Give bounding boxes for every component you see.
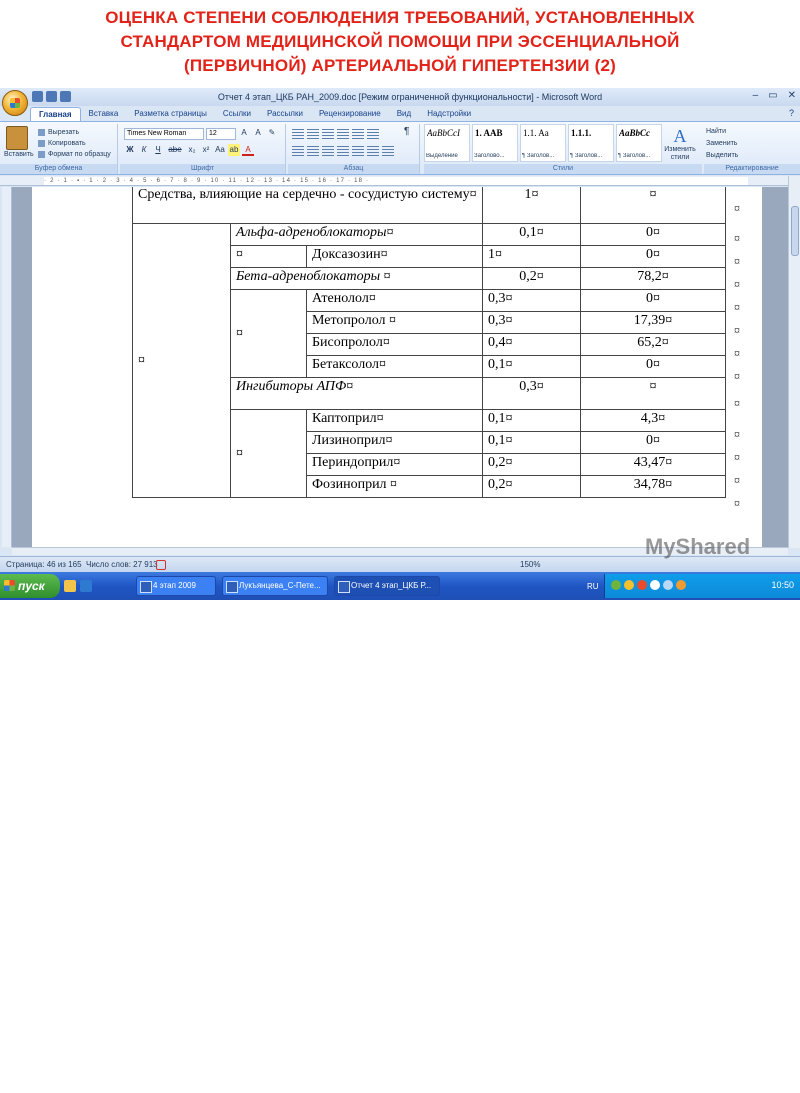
table-cell[interactable]: 0,3¤	[483, 378, 581, 410]
table-cell[interactable]: Альфа-адреноблокаторы¤	[231, 224, 483, 246]
font-name-select[interactable]: Times New Roman	[124, 128, 204, 140]
tab-view[interactable]: Вид	[396, 109, 412, 118]
table-cell[interactable]: ¤	[231, 290, 307, 378]
table-cell[interactable]: 4,3¤	[581, 410, 726, 432]
row-end-mark: ¤	[734, 450, 740, 464]
undo-icon[interactable]	[46, 91, 57, 102]
paste-icon[interactable]	[6, 126, 28, 150]
task-button-active[interactable]: Отчет 4 этап_ЦКБ Р...	[334, 576, 440, 596]
row-end-mark: ¤	[734, 396, 740, 410]
printer-icon[interactable]	[663, 580, 673, 590]
align-left-icon[interactable]	[292, 146, 304, 156]
table-cell[interactable]: 0,4¤	[483, 334, 581, 356]
table-cell[interactable]: 0,1¤	[483, 224, 581, 246]
vertical-scrollbar[interactable]	[788, 176, 800, 548]
table-cell[interactable]: Каптоприл¤	[307, 410, 483, 432]
task-button[interactable]: 4 этап 2009	[136, 576, 216, 596]
tab-references[interactable]: Ссылки	[222, 109, 252, 118]
row-end-mark: ¤	[734, 496, 740, 510]
line-spacing-icon[interactable]	[352, 146, 364, 156]
table-cell[interactable]: Лизиноприл¤	[307, 432, 483, 454]
align-right-icon[interactable]	[322, 146, 334, 156]
language-indicator[interactable]: RU	[587, 582, 599, 591]
numbering-icon[interactable]	[307, 129, 319, 139]
bold-button[interactable]: Ж	[126, 145, 134, 154]
select-button[interactable]: Выделить	[706, 152, 739, 159]
row-end-mark: ¤	[734, 323, 740, 337]
cut-button[interactable]: Вырезать	[38, 127, 111, 138]
style-sample: AaBbCcI	[427, 128, 460, 138]
table-cell[interactable]: Бисопролол¤	[307, 334, 483, 356]
word-window	[0, 88, 800, 600]
table-cell[interactable]: 34,78¤	[581, 476, 726, 498]
office-button[interactable]	[2, 90, 28, 116]
style-sample: 1.1.1.	[571, 128, 592, 138]
table-cell[interactable]: 0,2¤	[483, 454, 581, 476]
multilevel-list-icon[interactable]	[322, 129, 334, 139]
highlight-button[interactable]: ab	[229, 145, 239, 154]
table-cell[interactable]: 43,47¤	[581, 454, 726, 476]
replace-button[interactable]: Заменить	[706, 140, 738, 147]
tab-page-layout[interactable]: Разметка страницы	[134, 109, 207, 118]
table-cell[interactable]: Периндоприл¤	[307, 454, 483, 476]
change-styles-icon: A	[673, 126, 687, 146]
strikethrough-button[interactable]: abe	[168, 145, 182, 154]
table-cell[interactable]: ¤	[133, 224, 231, 498]
style-name: ¶ Заголов...	[570, 153, 603, 159]
tab-home[interactable]: Главная	[30, 107, 81, 121]
word-count[interactable]: Число слов: 27 913	[86, 560, 158, 569]
underline-button[interactable]: Ч	[155, 145, 161, 154]
table-cell[interactable]: Доксазозин¤	[307, 246, 483, 268]
table-cell[interactable]: 0¤	[581, 224, 726, 246]
style-name: Заголово...	[474, 153, 505, 159]
system-tray	[587, 574, 800, 598]
superscript-button[interactable]: x²	[202, 145, 210, 154]
table-cell[interactable]: 0,3¤	[483, 312, 581, 334]
list-tools	[292, 129, 379, 139]
tab-mailings[interactable]: Рассылки	[267, 109, 303, 118]
quick-launch	[64, 580, 92, 592]
table-cell[interactable]: 0,1¤	[483, 432, 581, 454]
row-end-mark: ¤	[734, 277, 740, 291]
antivirus-icon[interactable]	[637, 580, 647, 590]
italic-button[interactable]: К	[141, 145, 147, 154]
window-title: Отчет 4 этап_ЦКБ РАН_2009.doc [Режим ограниченной функциональности] - Microsoft Word	[217, 92, 603, 102]
font-group-label: Шрифт	[120, 164, 285, 174]
sort-icon[interactable]	[367, 129, 379, 139]
minimize-button[interactable]: –	[752, 90, 759, 101]
style-name: ¶ Заголов...	[522, 153, 555, 159]
table-cell[interactable]: Бетаксолол¤	[307, 356, 483, 378]
slide-title-line-1: ОЦЕНКА СТЕПЕНИ СОБЛЮДЕНИЯ ТРЕБОВАНИЙ, УСТАНОВЛЕННЫХ	[105, 8, 695, 27]
slide-title-line-2: СТАНДАРТОМ МЕДИЦИНСКОЙ ПОМОЩИ ПРИ ЭССЕНЦИАЛЬНОЙ	[120, 32, 680, 51]
close-button[interactable]: ✕	[787, 90, 796, 101]
styles-group-label: Стили	[424, 164, 702, 174]
table-cell[interactable]: 17,39¤	[581, 312, 726, 334]
quick-access-toolbar	[32, 91, 71, 102]
ruler-marks: · 2 · 1 · ▪ · 1 · 2 · 3 · 4 · 5 · 6 · 7 · 8 · 9 · 10 · 11 · 12 · 13 · 14 · 15 · 16 · 17 · 18 ·	[44, 177, 748, 185]
table-cell[interactable]: ¤	[581, 187, 726, 224]
row-end-mark: ¤	[734, 231, 740, 245]
justify-icon[interactable]	[337, 146, 349, 156]
tab-review[interactable]: Рецензирование	[318, 109, 381, 118]
bullets-icon[interactable]	[292, 129, 304, 139]
shading-icon[interactable]	[367, 146, 379, 156]
proofing-icon[interactable]	[156, 560, 166, 570]
find-button[interactable]: Найти	[706, 128, 726, 135]
table-cell[interactable]: Атенолол¤	[307, 290, 483, 312]
table-cell[interactable]: 0,2¤	[483, 476, 581, 498]
help-button[interactable]: ?	[788, 108, 794, 118]
shrink-font-button[interactable]: A	[255, 128, 261, 137]
style-name: ¶ Заголов...	[618, 153, 651, 159]
task-button[interactable]: Лукъянцева_С-Пете...	[222, 576, 328, 596]
table-cell[interactable]: ¤	[231, 410, 307, 498]
table-row	[133, 224, 726, 246]
style-tile-heading4[interactable]	[616, 124, 662, 162]
table-cell[interactable]: ¤	[581, 378, 726, 410]
style-name: Выделение	[426, 153, 458, 159]
increase-indent-icon[interactable]	[352, 129, 364, 139]
scroll-thumb[interactable]	[791, 206, 799, 256]
borders-icon[interactable]	[382, 146, 394, 156]
change-case-button[interactable]: Aa	[215, 145, 225, 154]
align-center-icon[interactable]	[307, 146, 319, 156]
redo-icon[interactable]	[60, 91, 71, 102]
title-bar	[0, 88, 800, 106]
table-cell[interactable]: Метопролол ¤	[307, 312, 483, 334]
paragraph-group-label: Абзац	[288, 164, 419, 174]
font-size-select[interactable]: 12	[206, 128, 236, 140]
folder-icon[interactable]	[64, 580, 76, 592]
volume-icon[interactable]	[650, 580, 660, 590]
copy-button[interactable]: Копировать	[38, 138, 111, 149]
taskbar	[0, 572, 800, 600]
table-cell[interactable]: 0¤	[581, 290, 726, 312]
change-styles-button[interactable]	[660, 126, 700, 162]
row-end-mark: ¤	[734, 346, 740, 360]
document-page[interactable]	[32, 187, 762, 547]
style-tile-heading1[interactable]	[472, 124, 518, 162]
subscript-button[interactable]: x₂	[188, 145, 196, 154]
align-tools	[292, 146, 394, 156]
font-format-tools	[124, 144, 254, 156]
clipboard-group-label: Буфер обмена	[0, 164, 117, 174]
style-tile-heading2[interactable]	[520, 124, 566, 162]
table-cell[interactable]: Средства, влияющие на сердечно - сосудистую систему¤	[133, 187, 483, 224]
decrease-indent-icon[interactable]	[337, 129, 349, 139]
data-table	[132, 187, 726, 498]
font-color-button[interactable]: A	[242, 144, 254, 156]
table-cell[interactable]: 0,1¤	[483, 356, 581, 378]
change-styles-label: Изменить стили	[664, 146, 696, 161]
network-icon[interactable]	[611, 580, 621, 590]
paragraph-group	[288, 124, 420, 174]
style-sample: 1. AAB	[475, 128, 503, 138]
slide-title	[0, 6, 800, 78]
security-icon[interactable]	[624, 580, 634, 590]
clipboard-items	[38, 127, 111, 160]
ribbon-tabs	[30, 107, 479, 121]
maximize-button[interactable]: ▭	[768, 90, 778, 101]
paste-button[interactable]: Вставить	[4, 151, 34, 158]
table-cell[interactable]: 65,2¤	[581, 334, 726, 356]
row-end-mark: ¤	[734, 369, 740, 383]
font-group	[120, 124, 286, 174]
document-area	[12, 187, 788, 547]
ribbon	[0, 121, 800, 175]
vertical-ruler[interactable]	[2, 187, 12, 547]
update-icon[interactable]	[676, 580, 686, 590]
table-cell[interactable]: 0,3¤	[483, 290, 581, 312]
watermark-text: MyShared	[645, 534, 751, 559]
clock: 10:50	[771, 580, 794, 590]
clipboard-group	[0, 124, 118, 174]
show-marks-button[interactable]: ¶	[404, 126, 410, 137]
format-painter-button[interactable]: Формат по образцу	[38, 149, 111, 160]
tray-icons	[611, 580, 686, 590]
grow-font-button[interactable]: A	[241, 128, 247, 137]
tab-addins[interactable]: Надстройки	[427, 109, 472, 118]
style-sample: 1.1. Aa	[523, 128, 549, 138]
table-cell[interactable]: 78,2¤	[581, 268, 726, 290]
font-size-tools	[238, 127, 278, 139]
table-cell[interactable]: 1¤	[483, 187, 581, 224]
row-end-mark: ¤	[734, 254, 740, 268]
horizontal-ruler[interactable]	[0, 176, 800, 186]
table-cell[interactable]: 1¤	[483, 246, 581, 268]
table-cell[interactable]: 0¤	[581, 432, 726, 454]
row-end-mark: ¤	[734, 427, 740, 441]
table-cell[interactable]: Фозиноприл ¤	[307, 476, 483, 498]
page-count[interactable]: Страница: 46 из 165	[6, 560, 82, 569]
table-cell[interactable]: ¤	[231, 246, 307, 268]
row-end-mark: ¤	[734, 473, 740, 487]
editing-group	[706, 126, 738, 162]
table-row	[133, 187, 726, 224]
row-end-mark: ¤	[734, 300, 740, 314]
window-controls	[753, 90, 796, 101]
table-cell[interactable]: Бета-адреноблокаторы ¤	[231, 268, 483, 290]
clear-format-button[interactable]: ✎	[268, 128, 276, 137]
row-end-mark: ¤	[734, 201, 740, 215]
style-tile-heading3[interactable]	[568, 124, 614, 162]
table-cell[interactable]: Ингибиторы АПФ¤	[231, 378, 483, 410]
style-sample: AaBbCc	[619, 128, 651, 138]
table-cell[interactable]: 0¤	[581, 246, 726, 268]
table-cell[interactable]: 0¤	[581, 356, 726, 378]
table-cell[interactable]: 0,1¤	[483, 410, 581, 432]
style-tile-emphasis[interactable]	[424, 124, 470, 162]
editing-group-label: Редактирование	[704, 164, 800, 174]
zoom-level[interactable]: 150%	[520, 560, 541, 569]
table-cell[interactable]: 0,2¤	[483, 268, 581, 290]
slide-title-line-3: (ПЕРВИЧНОЙ) АРТЕРИАЛЬНОЙ ГИПЕРТЕНЗИИ (2)	[184, 56, 616, 75]
start-button[interactable]: пуск	[0, 574, 60, 598]
save-icon[interactable]	[32, 91, 43, 102]
tab-insert[interactable]: Вставка	[88, 109, 119, 118]
browser-icon[interactable]	[80, 580, 92, 592]
